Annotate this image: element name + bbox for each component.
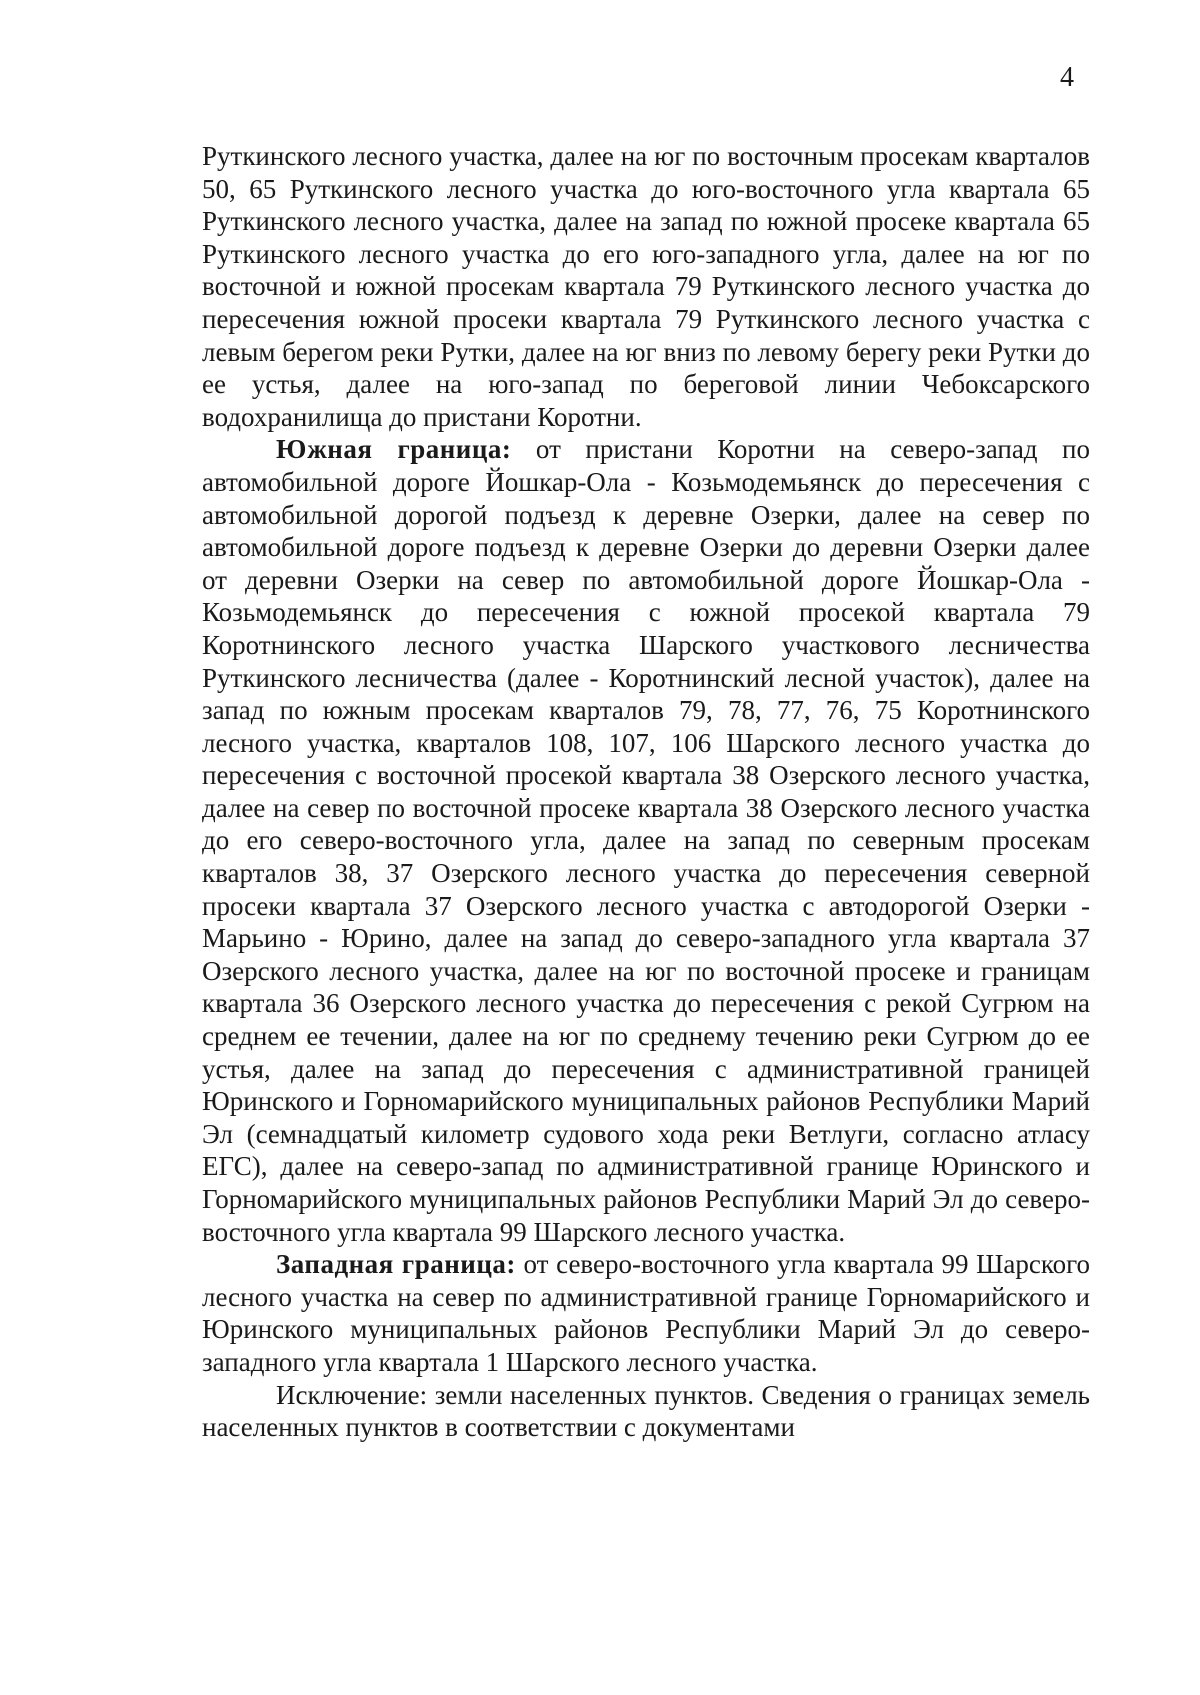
- paragraph-text: Руткинского лесного участка, далее на юг по восточным просекам кварталов 50, 65 Руткинского лесного участка до юго-восточного угла квартала 65 Руткинского лесного участка, далее на запад по южной просеке квартала 65 Руткинского лесного участка до его юго-западного угла, далее на юг по восточной и южной просекам квартала 79 Руткинского лесного участка до пересечения южной просеки квартала 79 Руткинского лесного участка с левым берегом реки Рутки, далее на юг вниз по левому берегу реки Рутки до ее устья, далее на юго-запад по береговой линии Чебоксарского водохранилища до пристани Коротни.: [202, 141, 1090, 432]
- paragraph-exception: [202, 1379, 1090, 1444]
- paragraph-south-border: [202, 433, 1090, 1248]
- paragraph-text: от северо-восточного угла квартала 99 Шарского лесного участка на север по административной границе Горномарийского и Юринского муниципальных районов Республики Марий Эл до северо-западного угла квартала 1 Шарского лесного участка.: [202, 1249, 1090, 1377]
- section-heading-south: Южная граница:: [276, 434, 512, 465]
- document-body: [202, 140, 1090, 1444]
- paragraph-text: Исключение: земли населенных пунктов. Сведения о границах земель населенных пунктов в соответствии с документами: [202, 1379, 1090, 1443]
- paragraph-continuation: [202, 140, 1090, 433]
- section-heading-west: Западная граница:: [276, 1249, 516, 1280]
- page-number: 4: [1060, 62, 1074, 93]
- paragraph-text: от пристани Коротни на северо-запад по автомобильной дороге Йошкар-Ола - Козьмодемьянск до пересечения с автомобильной дорогой подъезд к деревне Озерки, далее на север по автомобильной дороге подъезд к деревне Озерки до деревни Озерки далее от деревни Озерки на север по автомобильной дороге Йошкар-Ола - Козьмодемьянск до пересечения с южной просекой квартала 79 Коротнинского лесного участка Шарского участкового лесничества Руткинского лесничества (далее - Коротнинский лесной участок), далее на запад по южным просекам кварталов 79, 78, 77, 76, 75 Коротнинского лесного участка, кварталов 108, 107, 106 Шарского лесного участка до пересечения с восточной просекой квартала 38 Озерского лесного участка, далее на север по восточной просеке квартала 38 Озерского лесного участка до его северо-восточного угла, далее на запад по северным просекам кварталов 38, 37 Озерского лесного участка до пересечения северной просеки квартала 37 Озерского лесного участка с автодорогой Озерки - Марьино - Юрино, далее на запад до северо-западного угла квартала 37 Озерского лесного участка, далее на юг по восточной просеке и границам квартала 36 Озерского лесного участка до пересечения с рекой Сугрюм на среднем ее течении, далее на юг по среднему течению реки Сугрюм до ее устья, далее на запад до пересечения с административной границей Юринского и Горномарийского муниципальных районов Республики Марий Эл (семнадцатый километр судового хода реки Ветлуги, согласно атласу ЕГС), далее на северо-запад по административной границе Юринского и Горномарийского муниципальных районов Республики Марий Эл до северо-восточного угла квартала 99 Шарского лесного участка.: [202, 434, 1090, 1247]
- paragraph-west-border: [202, 1248, 1090, 1378]
